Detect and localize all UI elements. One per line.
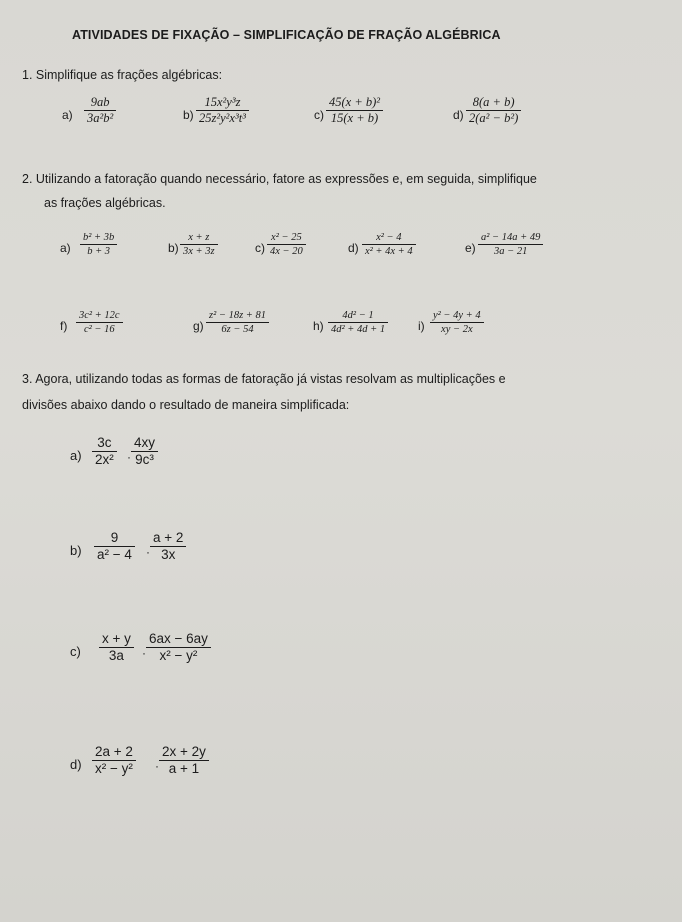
numerator: x + y xyxy=(102,631,131,646)
denominator: 15(x + b) xyxy=(330,111,379,126)
numerator: 8(a + b) xyxy=(472,95,515,109)
q2-g-label: g) xyxy=(193,319,204,333)
q2-g-fraction xyxy=(206,310,269,335)
q2-prompt-line2: as frações algébricas. xyxy=(44,196,166,210)
q1-a-fraction xyxy=(84,96,116,125)
denominator: x² − y² xyxy=(159,648,198,664)
denominator: 2x² xyxy=(95,452,114,468)
numerator: 6ax − 6ay xyxy=(149,631,208,646)
q1-d-label: d) xyxy=(453,108,464,122)
q2-e-fraction xyxy=(478,232,543,257)
q2-a-fraction xyxy=(80,232,117,257)
numerator: 2a + 2 xyxy=(95,744,133,759)
fraction-bar xyxy=(362,244,416,245)
multiply-dot: · xyxy=(146,545,150,559)
numerator: b² + 3b xyxy=(83,232,115,243)
q2-b-fraction xyxy=(180,232,218,257)
fraction-bar xyxy=(267,244,306,245)
numerator: 9ab xyxy=(90,95,110,109)
numerator: 4d² − 1 xyxy=(342,310,374,321)
q1-d-fraction xyxy=(466,96,521,125)
q1-b-fraction xyxy=(196,96,249,125)
numerator: x² − 4 xyxy=(376,232,402,243)
denominator: 3x xyxy=(161,547,176,563)
q1-c-label: c) xyxy=(314,108,324,122)
numerator: 4xy xyxy=(134,435,156,450)
denominator: xy − 2x xyxy=(441,324,473,336)
fraction-bar xyxy=(478,244,543,245)
denominator: a + 1 xyxy=(168,761,200,777)
worksheet-title: ATIVIDADES DE FIXAÇÃO – SIMPLIFICAÇÃO DE FRAÇÃO ALGÉBRICA xyxy=(72,28,501,42)
denominator: x² + 4x + 4 xyxy=(365,246,413,258)
numerator: 2x + 2y xyxy=(162,744,206,759)
denominator: 3x + 3z xyxy=(183,246,215,258)
multiply-dot: · xyxy=(155,759,159,773)
denominator: x² − y² xyxy=(95,761,133,777)
q1-c-fraction xyxy=(326,96,383,125)
q1-b-label: b) xyxy=(183,108,194,122)
fraction-bar xyxy=(328,322,388,323)
denominator: b + 3 xyxy=(87,246,111,258)
q1-a-label: a) xyxy=(62,108,73,122)
q3-d-label: d) xyxy=(70,757,82,772)
q2-i-fraction xyxy=(430,310,484,335)
q3-a-label: a) xyxy=(70,448,82,463)
q2-d-label: d) xyxy=(348,241,359,255)
q2-h-label: h) xyxy=(313,319,324,333)
multiply-dot: · xyxy=(142,646,146,660)
numerator: 15x²y³z xyxy=(204,95,241,109)
denominator: 4d² + 4d + 1 xyxy=(331,324,386,336)
q3-d-fraction-1 xyxy=(92,745,136,776)
q3-b-label: b) xyxy=(70,543,82,558)
numerator: x + z xyxy=(188,232,210,243)
fraction-bar xyxy=(80,244,117,245)
numerator: 9 xyxy=(110,530,119,545)
q2-c-fraction xyxy=(267,232,306,257)
q3-d-fraction-2 xyxy=(159,745,209,776)
fraction-bar xyxy=(206,322,269,323)
q3-a-fraction-1 xyxy=(92,436,117,467)
q3-c-fraction-1 xyxy=(99,632,134,663)
q2-h-fraction xyxy=(328,310,388,335)
q3-a-fraction-2 xyxy=(131,436,158,467)
q3-b-fraction-2 xyxy=(150,531,186,562)
denominator: c² − 16 xyxy=(83,324,115,336)
q2-a-label: a) xyxy=(60,241,71,255)
q2-f-label: f) xyxy=(60,319,68,333)
numerator: 3c xyxy=(97,435,112,450)
numerator: 3c² + 12c xyxy=(79,310,120,321)
denominator: a² − 4 xyxy=(97,547,132,563)
numerator: y² − 4y + 4 xyxy=(433,310,481,321)
denominator: 6z − 54 xyxy=(221,324,254,336)
q2-prompt-line1: 2. Utilizando a fatoração quando necessário, fatore as expressões e, em seguida, simplifique xyxy=(22,172,537,186)
denominator: 2(a² − b²) xyxy=(469,111,519,126)
q2-f-fraction xyxy=(76,310,123,335)
q3-c-fraction-2 xyxy=(146,632,211,663)
q2-c-label: c) xyxy=(255,241,265,255)
fraction-bar xyxy=(76,322,123,323)
q3-b-fraction-1 xyxy=(94,531,135,562)
fraction-bar xyxy=(430,322,484,323)
numerator: x² − 25 xyxy=(271,232,302,243)
q2-i-label: i) xyxy=(418,319,425,333)
denominator: 4x − 20 xyxy=(270,246,303,258)
numerator: 45(x + b)² xyxy=(329,95,381,109)
q2-b-label: b) xyxy=(168,241,179,255)
q1-prompt: 1. Simplifique as frações algébricas: xyxy=(22,68,223,82)
q3-c-label: c) xyxy=(70,644,81,659)
denominator: 3a xyxy=(108,648,124,664)
denominator: 9c³ xyxy=(135,452,154,468)
denominator: 3a²b² xyxy=(87,111,114,126)
q3-prompt-line2: divisões abaixo dando o resultado de maneira simplificada: xyxy=(22,398,350,412)
denominator: 25z²y²x³t³ xyxy=(199,111,246,126)
numerator: z² − 18z + 81 xyxy=(209,310,266,321)
fraction-bar xyxy=(180,244,218,245)
numerator: a² − 14a + 49 xyxy=(481,232,541,243)
multiply-dot: · xyxy=(127,450,131,464)
denominator: 3a − 21 xyxy=(493,246,528,258)
q2-d-fraction xyxy=(362,232,416,257)
numerator: a + 2 xyxy=(153,530,184,545)
q2-e-label: e) xyxy=(465,241,476,255)
q3-prompt-line1: 3. Agora, utilizando todas as formas de fatoração já vistas resolvam as multiplicações e xyxy=(22,372,506,386)
